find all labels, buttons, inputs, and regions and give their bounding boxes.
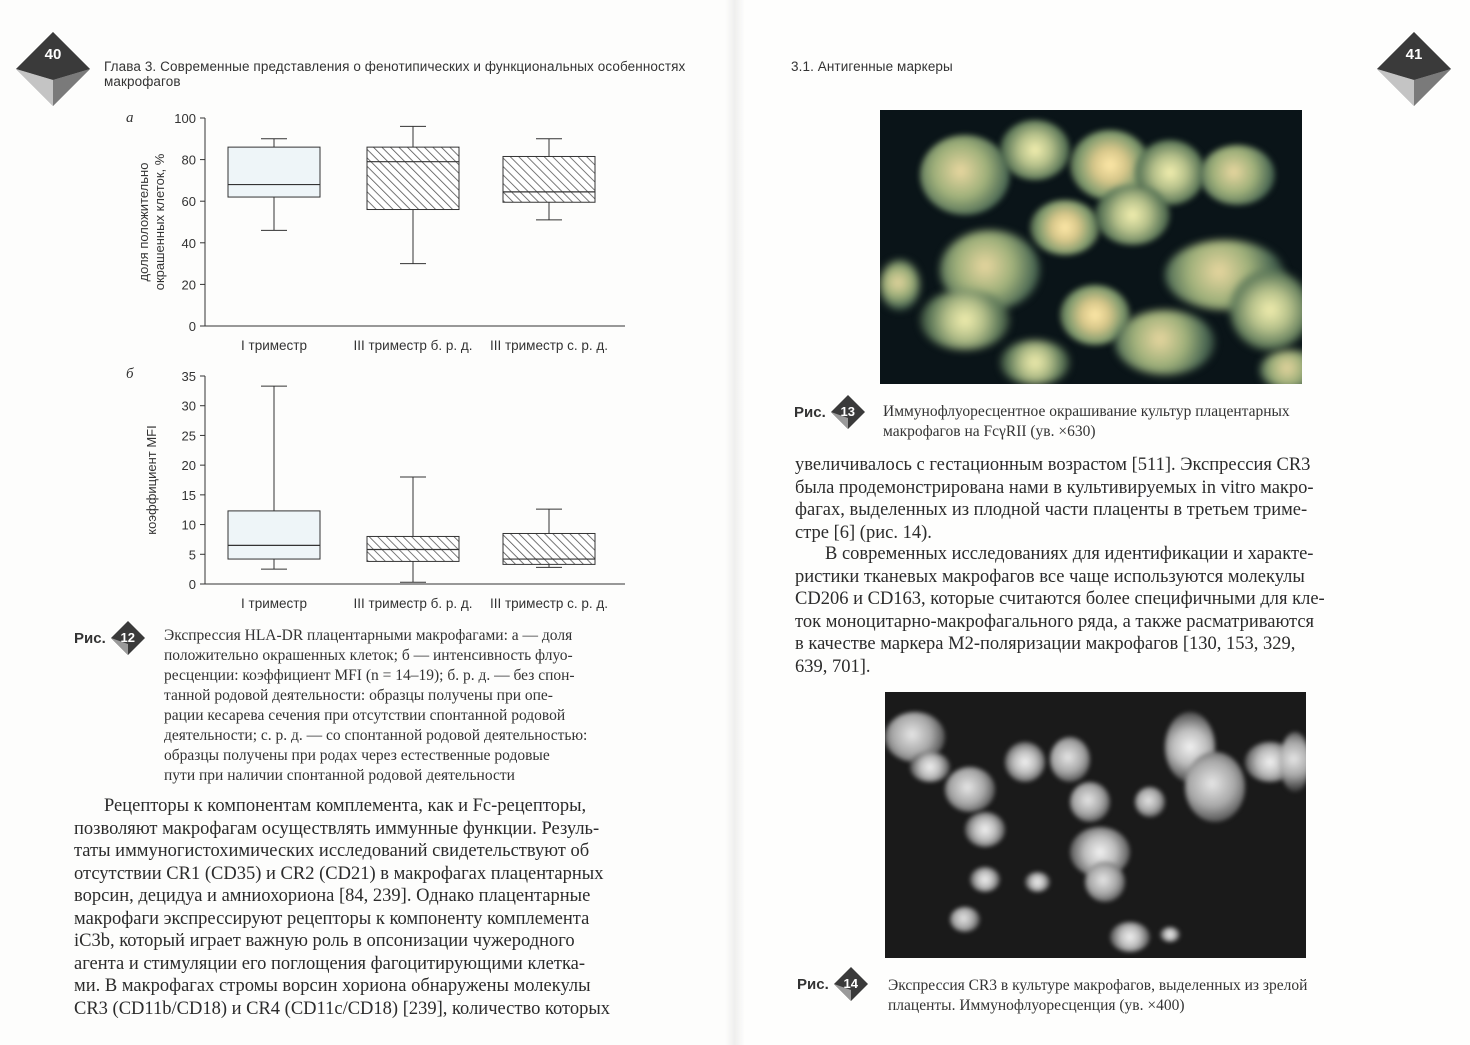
cell-blob: [920, 135, 1010, 215]
cell-blob: [880, 260, 920, 310]
iqr-box: [503, 156, 595, 202]
body-line: ристики тканевых макрофагов все чаще используются молекулы: [795, 566, 1305, 587]
caption-line: Экспрессия HLA-DR плацентарными макрофагами: а — доля: [164, 627, 573, 644]
caption-line: Экспрессия CR3 в культуре макрофагов, выделенных из зрелой: [888, 977, 1308, 994]
book-gutter: [725, 0, 745, 1045]
y-tick-label: 25: [181, 428, 196, 444]
body-line: стре [6] (рис. 14).: [795, 522, 932, 543]
cell-blob: [1135, 787, 1165, 817]
page-number-left: 40: [44, 46, 62, 63]
cell-blob: [965, 812, 1005, 847]
y-axis-label: коэффициент MFI: [144, 425, 159, 535]
body-line: была продемонстрирована нами в культивируемых in vitro макро-: [795, 477, 1314, 498]
box-2: [367, 126, 459, 263]
box-1: [228, 386, 320, 569]
figure-13-number: 13: [840, 404, 855, 419]
page-number-badge-left: [14, 30, 92, 108]
cell-blob: [950, 907, 980, 932]
iqr-box: [367, 147, 459, 209]
iqr-box: [503, 533, 595, 564]
caption-line: образцы получены при родах через естественные родовые: [164, 747, 550, 764]
running-head-right: 3.1. Антигенные маркеры: [791, 59, 953, 74]
micrograph-fig14: [885, 692, 1306, 958]
figure-14-ris: Рис.: [797, 975, 829, 993]
cell-blob: [910, 752, 950, 782]
boxplot-a-svg: [130, 108, 630, 358]
figure-13-ris: Рис.: [794, 403, 826, 421]
y-tick-label: 20: [181, 277, 196, 293]
body-line: В современных исследованиях для идентификации и характе-: [825, 544, 1314, 564]
cell-blob: [1085, 862, 1125, 902]
figure-12-caption: [164, 626, 672, 786]
figure-13-badge: [830, 394, 866, 430]
cell-blob: [1280, 732, 1306, 792]
boxplot-chart-a: [130, 108, 630, 363]
body-line: ворсин, децидуа и амниохориона [84, 239]. Однако плацентарные: [74, 886, 591, 906]
caption-line: пути при наличии спонтанной родовой деятельности: [164, 767, 515, 784]
page-number-right: 41: [1405, 46, 1423, 63]
y-tick-label: 0: [188, 577, 196, 592]
y-tick-label: 80: [181, 152, 196, 168]
cell-blob: [920, 290, 1010, 350]
figure-14-label: [797, 966, 869, 1002]
boxplot-b-svg: [130, 366, 630, 616]
cell-blob: [1230, 270, 1302, 350]
body-line: макрофаги экспрессируют рецепторы к компоненту комплемента: [74, 908, 590, 929]
cell-blob: [945, 767, 995, 812]
box-3: [503, 509, 595, 567]
box-1: [228, 139, 320, 231]
body-line: в качестве маркера М2-поляризации макрофагов [130, 153, 329,: [795, 634, 1296, 654]
figure-13-label: [794, 394, 866, 430]
y-tick-label: 10: [181, 517, 196, 533]
micrograph-fig13: [880, 110, 1302, 384]
running-head-left: Глава 3. Современные представления о фенотипических и функциональных особенностях макрофагов: [104, 59, 686, 89]
body-line: Рецепторы к компонентам комплемента, как и Fc-рецепторы,: [104, 796, 587, 816]
figure-14-badge: [833, 966, 869, 1002]
right-body-text-2: [795, 543, 1393, 678]
y-tick-label: 100: [174, 111, 196, 126]
figure-12-badge: [110, 620, 146, 656]
caption-line: макрофагов на FcγRII (ув. ×630): [883, 423, 1096, 440]
x-category-label: III триместр б. р. д.: [353, 596, 473, 611]
box-3: [503, 139, 595, 220]
cell-blob: [1070, 782, 1110, 822]
cell-blob: [1025, 872, 1050, 892]
boxplot-chart-b: [130, 366, 630, 621]
body-line: отсутствии CR1 (CD35) и CR2 (CD21) в макрофагах плацентарных: [74, 863, 604, 884]
page-number-badge-right: [1375, 30, 1453, 108]
panel-a-letter: а: [126, 110, 134, 126]
x-category-label: III триместр б. р. д.: [353, 338, 473, 353]
caption-line: ресценции: коэффициент MFI (n = 14–19); б. р. д. — без спон-: [164, 667, 575, 684]
y-tick-label: 5: [188, 547, 196, 563]
body-line: CD206 и CD163, которые считаются более специфичными для кле-: [795, 589, 1325, 609]
caption-line: деятельности; с. р. д. — со спонтанной родовой деятельностью:: [164, 727, 588, 744]
left-body-text: [74, 795, 672, 1020]
body-line: фагах, выделенных из плодной части плаценты в третьем триме-: [795, 500, 1308, 520]
caption-line: танной родовой деятельности: образцы получены при опе-: [164, 687, 553, 704]
y-tick-label: 35: [181, 369, 196, 384]
x-category-label: I триместр: [241, 338, 307, 353]
y-tick-label: 0: [188, 319, 196, 334]
body-line: агента и стимуляции его поглощения фагоцитирующими клетка-: [74, 953, 586, 974]
right-body-text-1: [795, 454, 1393, 544]
caption-line: рации кесарева сечения при отсутствии спонтанной родовой: [164, 707, 566, 724]
iqr-box: [228, 511, 320, 559]
body-line: iC3b, который играет важную роль в опсонизации чужеродного: [74, 931, 575, 951]
cell-blob: [1030, 200, 1100, 255]
cell-blob: [1115, 310, 1215, 375]
figure-12-number: 12: [120, 630, 135, 645]
y-axis-label: окрашенных клеток, %: [152, 153, 167, 291]
cell-blob: [1260, 350, 1302, 384]
body-line: CR3 (CD11b/CD18) и CR4 (CD11c/CD18) [239], количество которых: [74, 998, 611, 1019]
body-line: ми. В макрофагах стромы ворсин хориона обнаружены молекулы: [74, 976, 591, 996]
body-line: позволяют макрофагам осуществлять иммунные функции. Резуль-: [74, 818, 600, 839]
cell-blob: [1095, 185, 1170, 245]
figure-14-caption: [888, 976, 1400, 1016]
cell-blob: [1160, 927, 1180, 942]
y-tick-label: 60: [181, 194, 196, 210]
x-category-label: III триместр с. р. д.: [489, 596, 609, 611]
x-category-label: III триместр с. р. д.: [489, 338, 609, 353]
y-tick-label: 30: [181, 398, 196, 414]
cell-blob: [970, 867, 1000, 892]
cell-blob: [1110, 922, 1150, 952]
y-tick-label: 15: [181, 487, 196, 503]
caption-line: положительно окрашенных клеток; б — интенсивность флуо-: [164, 647, 573, 664]
caption-line: плаценты. Иммунофлуоресценция (ув. ×400): [888, 997, 1185, 1014]
iqr-box: [228, 147, 320, 197]
cell-blob: [1000, 340, 1070, 384]
y-tick-label: 20: [181, 458, 196, 474]
cell-blob: [1185, 752, 1245, 822]
body-line: 639, 701].: [795, 656, 871, 677]
panel-b-letter: б: [126, 366, 134, 382]
body-line: увеличивалось с гестационным возрастом [511]. Экспрессия CR3: [795, 455, 1311, 475]
right-page: [735, 0, 1470, 1045]
cell-blob: [1005, 742, 1045, 782]
figure-12-ris: Рис.: [74, 629, 106, 647]
figure-12-label: [74, 620, 146, 656]
figure-14-number: 14: [843, 976, 858, 991]
x-category-label: I триместр: [241, 596, 307, 611]
body-line: таты иммуногистохимических исследований свидетельствуют об: [74, 841, 590, 861]
cell-blob: [1200, 145, 1275, 205]
box-2: [367, 477, 459, 582]
cell-blob: [1050, 737, 1090, 782]
body-line: ток моноцитарно-макрофагального ряда, а также расматриваются: [795, 611, 1315, 632]
figure-13-caption: [883, 402, 1395, 442]
caption-line: Иммунофлуоресцентное окрашивание культур плацентарных: [883, 403, 1290, 420]
y-axis-label: доля положительно: [136, 162, 151, 282]
y-tick-label: 40: [181, 235, 196, 251]
cell-blob: [1000, 120, 1070, 180]
